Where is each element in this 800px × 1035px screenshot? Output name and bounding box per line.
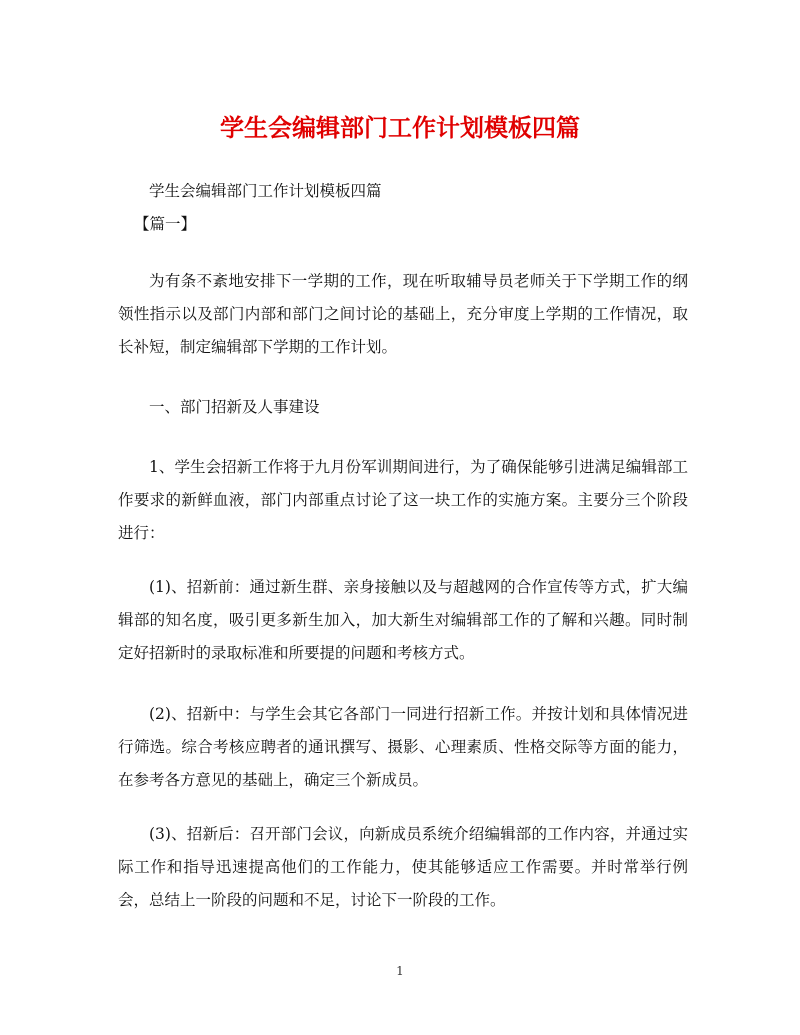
section-label: 【篇一】 [134, 215, 197, 233]
paragraph-after-recruitment: (3)、招新后：召开部门会议，向新成员系统介绍编辑部的工作内容，并通过实际工作和指导迅速提高他们的工作能力，使其能够适应工作需要。并时常举行例会，总结上一阶段的问题和不足，讨论下一阶段的工作。 [118, 825, 688, 909]
paragraph-during-recruitment: (2)、招新中：与学生会其它各部门一同进行招新工作。并按计划和具体情况进行筛选。综合考核应聘者的通讯撰写、摄影、心理素质、性格交际等方面的能力，在参考各方意见的基础上，确定三个新成员。 [118, 705, 688, 789]
page-title: 学生会编辑部门工作计划模板四篇 [220, 113, 580, 142]
document-subtitle: 学生会编辑部门工作计划模板四篇 [149, 182, 382, 200]
paragraph-intro: 为有条不紊地安排下一学期的工作，现在听取辅导员老师关于下学期工作的纲领性指示以及部门内部和部门之间讨论的基础上，充分审度上学期的工作情况，取长补短，制定编辑部下学期的工作计划。 [118, 272, 688, 356]
page-number: 1 [396, 964, 404, 978]
paragraph-before-recruitment: (1)、招新前：通过新生群、亲身接触以及与超越网的合作宣传等方式，扩大编辑部的知名度，吸引更多新生加入，加大新生对编辑部工作的了解和兴趣。同时制定好招新时的录取标准和所要提的问题和考核方式。 [118, 578, 688, 662]
section-heading: 一、部门招新及人事建设 [149, 398, 320, 416]
paragraph-recruitment: 1、学生会招新工作将于九月份军训期间进行，为了确保能够引进满足编辑部工作要求的新鲜血液，部门内部重点讨论了这一块工作的实施方案。主要分三个阶段进行： [118, 458, 688, 542]
